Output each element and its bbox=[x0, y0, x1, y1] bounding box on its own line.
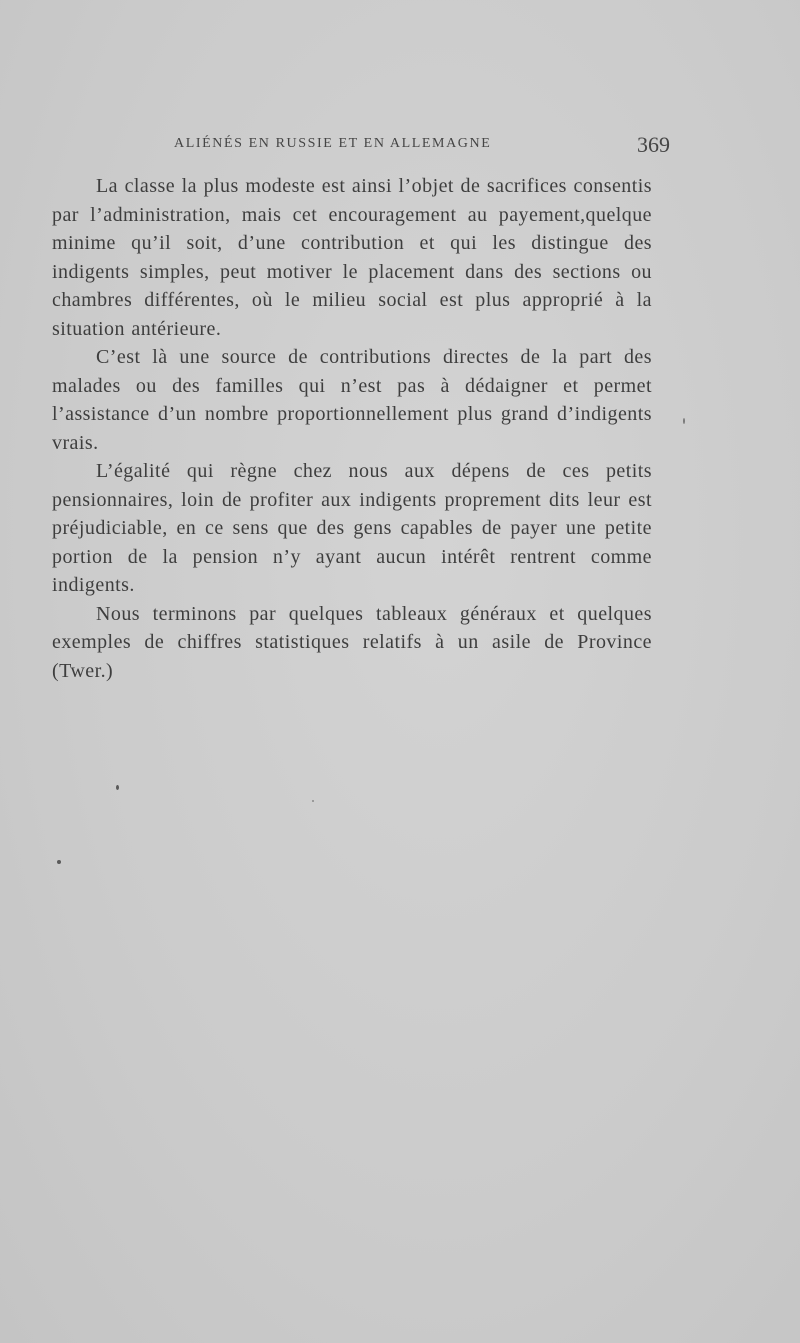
paragraph-3: L’égalité qui règne chez nous aux dépens de ces petits pensionnaires, loin de profiter aux indigents proprement dits leur est préjudiciable, en ce sens que des gens capables de payer une petite portion de la pension n’y ayant aucun intérêt rentrent comme indigents. bbox=[52, 460, 652, 596]
paper-speck bbox=[116, 785, 119, 790]
paper-speck bbox=[312, 800, 314, 802]
paragraph-4: Nous terminons par quelques tableaux généraux et quelques exemples de chiffres statistiques relatifs à un asile de Province (Twer.) bbox=[52, 602, 652, 682]
running-title: ALIÉNÉS EN RUSSIE ET EN ALLEMAGNE bbox=[174, 136, 492, 151]
paper-speck bbox=[683, 418, 685, 424]
body-text bbox=[52, 172, 652, 685]
paragraph-1: La classe la plus modeste est ainsi l’objet de sacrifices consentis par l’administration, mais cet encouragement au payement,quelque minime qu’il soit, d’une contribution et qui les distingue des indigents simples, peut motiver le placement dans des sections ou chambres différentes, où le milieu social est plus approprié à la situation antérieure. bbox=[52, 175, 652, 340]
paper-speck bbox=[57, 860, 61, 864]
paragraph-2: C’est là une source de contributions directes de la part des malades ou des familles qui n’est pas à dédaigner et permet l’assistance d’un nombre proportionnellement plus grand d’indigents vrais. bbox=[52, 346, 652, 454]
page-number: 369 bbox=[637, 132, 670, 157]
running-head bbox=[52, 132, 672, 160]
